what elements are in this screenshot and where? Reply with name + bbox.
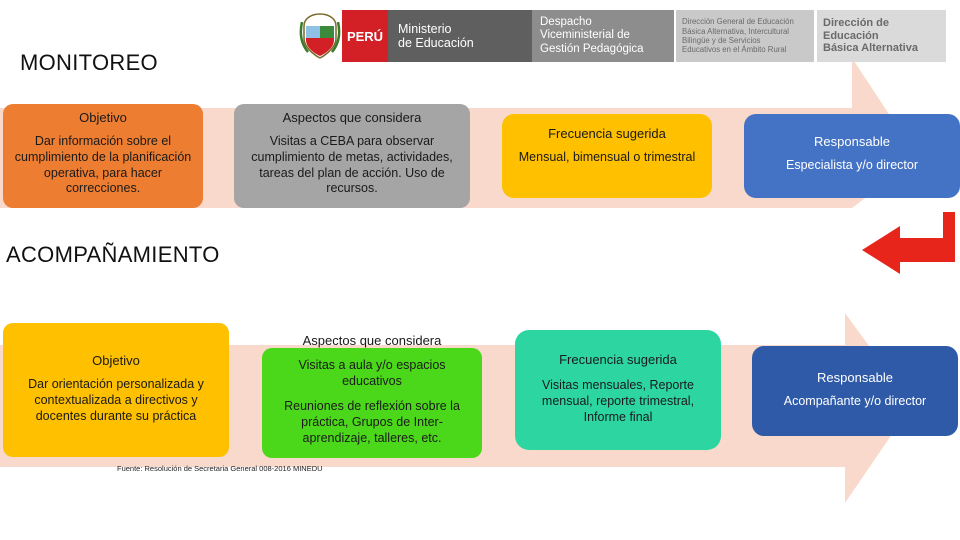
monitoreo-frecuencia-card [502, 114, 712, 198]
acompanamiento-frecuencia-card [515, 330, 721, 450]
ministry-line-2: de Educación [398, 36, 474, 50]
monitoreo-aspectos-text: Visitas a CEBA para observar cumplimiento de metas, actividades, tareas del plan de acción. Uso de recursos. [251, 134, 453, 196]
monitoreo-frecuencia-title: Frecuencia sugerida [548, 126, 666, 141]
acompanamiento-responsable-card [752, 346, 958, 436]
vice-ministry-line-2: Viceministerial de [540, 29, 630, 42]
monitoreo-title: MONITOREO [20, 50, 158, 75]
peru-coat-of-arms-icon [298, 12, 342, 60]
monitoreo-aspectos-card [234, 104, 470, 208]
direccion-general-line-1: Dirección General de Educación [682, 17, 794, 27]
vice-ministry-line-3: Gestión Pedagógica [540, 42, 644, 55]
direccion-eba-block [817, 10, 946, 62]
acompanamiento-responsable-title: Responsable [817, 370, 893, 385]
connector-arrow [862, 212, 955, 274]
direccion-general-line-4: Educativos en el Ámbito Rural [682, 45, 787, 55]
monitoreo-responsable-card [744, 114, 960, 198]
acompanamiento-responsable-text: Acompañante y/o director [783, 394, 927, 409]
direccion-general-line-2: Básica Alternativa, Intercultural [682, 26, 790, 36]
acompanamiento-frecuencia-title: Frecuencia sugerida [559, 352, 677, 367]
header-bar [296, 10, 946, 62]
monitoreo-objetivo-text: Dar información sobre el cumplimiento de la planificación operativa, para hacer correcciones. [14, 134, 192, 196]
acompanamiento-aspectos-text-2: Reuniones de reflexión sobre la práctica, Grupos de Inter-aprendizaje, talleres, etc. [284, 399, 460, 445]
direccion-eba-line-1: Dirección de Educación [823, 17, 890, 42]
direccion-eba-line-2: Básica Alternativa [823, 42, 918, 55]
monitoreo-responsable-title: Responsable [814, 134, 890, 149]
peru-label-block [342, 10, 388, 62]
acompanamiento-aspectos-text-1: Visitas a aula y/o espacios educativos [298, 358, 446, 388]
source-note: Fuente: Resolución de Secretaria General 008-2016 MINEDU [117, 464, 323, 473]
peru-label: PERÚ [346, 28, 384, 44]
direccion-general-line-3: Bilingüe y de Servicios [682, 36, 761, 45]
monitoreo-objetivo-card [3, 104, 203, 208]
acompanamiento-aspectos-card [262, 348, 482, 458]
acompanamiento-frecuencia-text: Visitas mensuales, Reporte mensual, reporte trimestral, Informe final [541, 378, 695, 424]
direccion-general-block [676, 10, 814, 62]
monitoreo-objetivo-title: Objetivo [79, 110, 127, 125]
monitoreo-frecuencia-text: Mensual, bimensual o trimestral [518, 150, 696, 165]
monitoreo-responsable-text: Especialista y/o director [785, 158, 918, 173]
ministry-line-1: Ministerio [398, 21, 452, 36]
vice-ministry-block [532, 10, 674, 62]
acompanamiento-objetivo-text: Dar orientación personalizada y contextualizada a directivos y docentes durante su práctica [28, 377, 204, 423]
acompanamiento-title: ACOMPAÑAMIENTO [6, 242, 220, 267]
acompanamiento-aspectos-title: Aspectos que considera [302, 333, 442, 348]
acompanamiento-objetivo-card [3, 323, 229, 457]
monitoreo-aspectos-title: Aspectos que considera [282, 110, 422, 125]
ministry-block [388, 10, 532, 62]
acompanamiento-objetivo-title: Objetivo [92, 353, 140, 368]
vice-ministry-line-1: Despacho [540, 16, 592, 29]
